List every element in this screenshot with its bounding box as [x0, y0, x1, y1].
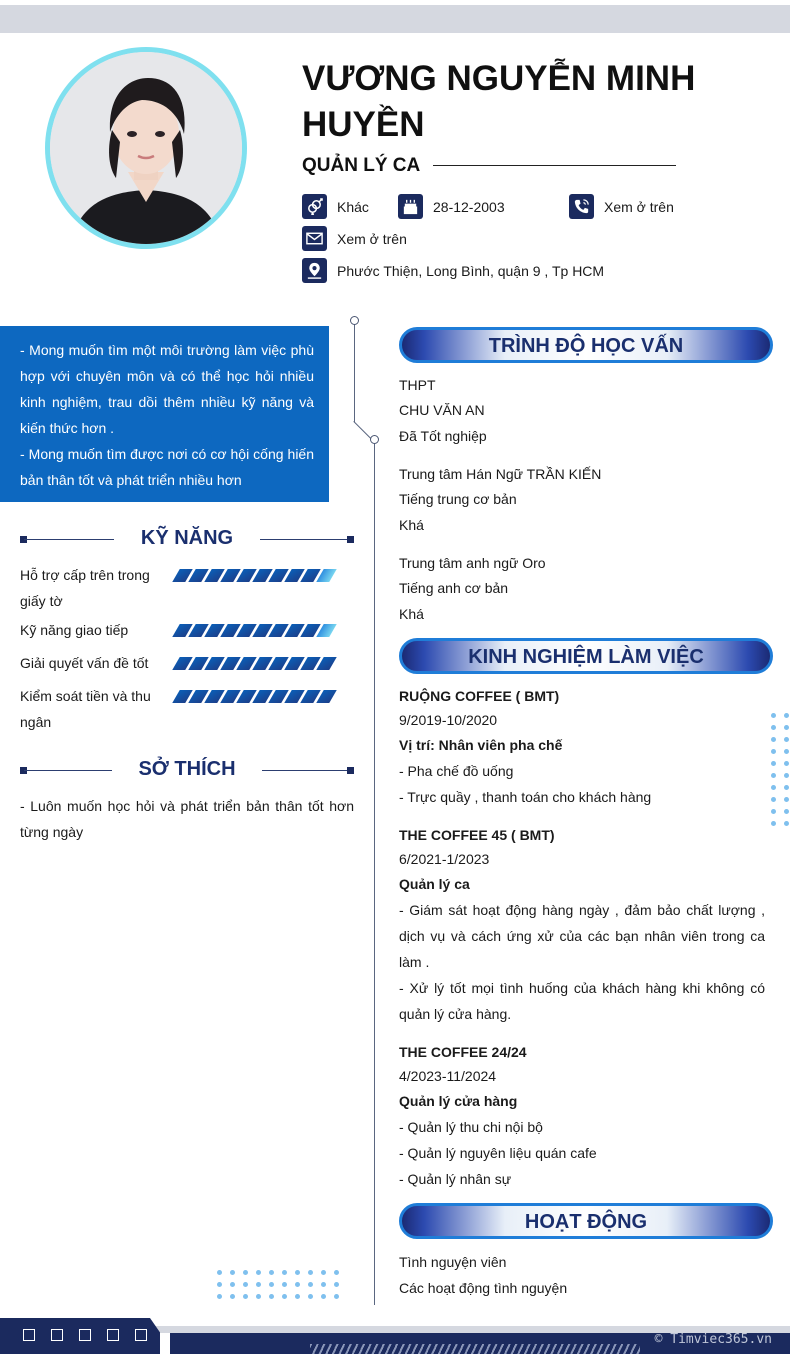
experience-duty: - Giám sát hoạt động hàng ngày , đảm bảo chất lượng , dịch vụ và cách ứng xử của các bạn nhân viên trong ca làm .	[399, 902, 765, 970]
decor-dot	[295, 1270, 300, 1275]
experience-company: THE COFFEE 45 ( BMT)	[399, 827, 555, 843]
experience-position: Vị trí: Nhân viên pha chế	[399, 737, 563, 753]
education-major: Tiếng trung cơ bản	[399, 491, 517, 507]
experience-duty: - Pha chế đồ uống	[399, 763, 514, 779]
timeline-dot	[350, 316, 359, 325]
education-result: Khá	[399, 517, 424, 533]
decor-dot	[230, 1282, 235, 1287]
decor-dot	[256, 1282, 261, 1287]
decor-dot	[295, 1294, 300, 1299]
decor-dot	[256, 1270, 261, 1275]
decor-dot	[784, 809, 789, 814]
phone-value: Xem ở trên	[604, 198, 674, 215]
experience-heading	[399, 638, 773, 674]
hobbies-heading	[20, 756, 354, 786]
activity-item: Các hoạt động tình nguyện	[399, 1280, 568, 1296]
gender-icon	[302, 194, 327, 219]
portrait-image	[50, 52, 242, 244]
activities-heading	[399, 1203, 773, 1239]
decor-dot	[784, 749, 789, 754]
decor-dot	[784, 773, 789, 778]
timeline-line	[354, 324, 355, 422]
decor-dot	[334, 1270, 339, 1275]
experience-period: 9/2019-10/2020	[399, 712, 498, 728]
skill-label: Kiểm soát tiền và thu ngân	[20, 688, 151, 730]
education-school: Trung tâm anh ngữ Oro	[399, 555, 546, 571]
decor-dot	[230, 1294, 235, 1299]
skill-label: Giải quyết vấn đề tốt	[20, 655, 149, 671]
decor-dot	[334, 1294, 339, 1299]
decor-dots	[771, 713, 789, 826]
footer-square-icon	[79, 1329, 91, 1341]
avatar	[45, 47, 247, 249]
skill-rating	[176, 657, 333, 670]
decor-dot	[784, 737, 789, 742]
experience-period: 4/2023-11/2024	[399, 1068, 497, 1084]
decor-dots	[217, 1270, 339, 1299]
experience-duty: - Quản lý thu chi nội bộ	[399, 1119, 543, 1135]
hobbies-title: SỞ THÍCH	[138, 758, 236, 780]
decor-dot	[771, 809, 776, 814]
decor-dot	[334, 1282, 339, 1287]
decor-dot	[243, 1282, 248, 1287]
skill-rating	[176, 690, 333, 703]
top-decor-bar	[0, 5, 790, 33]
location-pin-icon	[302, 258, 327, 283]
gender-info	[302, 194, 369, 219]
objective-line: - Mong muốn tìm được nơi có cơ hội cống hiến bản thân tốt và phát triển nhiều hơn	[20, 446, 314, 488]
education-school: Trung tâm Hán Ngữ TRẦN KIẾN	[399, 466, 602, 482]
decor-dot	[243, 1294, 248, 1299]
decor-dot	[321, 1282, 326, 1287]
experience-duty: - Quản lý nguyên liệu quán cafe	[399, 1145, 597, 1161]
decor-dot	[282, 1282, 287, 1287]
experience-title: KINH NGHIỆM LÀM VIỆC	[468, 646, 704, 668]
footer-brand: © Timviec365.vn	[654, 1332, 772, 1347]
decor-dot	[784, 761, 789, 766]
decor-dot	[282, 1294, 287, 1299]
birthday-info	[398, 194, 505, 219]
decor-dot	[784, 725, 789, 730]
decor-dot	[308, 1294, 313, 1299]
education-result: Đã Tốt nghiệp	[399, 428, 487, 444]
career-objective	[0, 326, 329, 502]
email-value: Xem ở trên	[337, 230, 407, 247]
skill-label: Kỹ năng giao tiếp	[20, 622, 129, 638]
decor-dot	[269, 1270, 274, 1275]
gender-value: Khác	[337, 198, 369, 215]
decor-dot	[321, 1294, 326, 1299]
education-major: Tiếng anh cơ bản	[399, 580, 509, 596]
footer-square-icon	[51, 1329, 63, 1341]
timeline-line	[374, 440, 375, 1305]
decor-dot	[784, 821, 789, 826]
education-major: CHU VĂN AN	[399, 402, 485, 418]
experience-period: 6/2021-1/2023	[399, 851, 490, 867]
footer	[0, 1318, 800, 1354]
skill-label: Hỗ trợ cấp trên trong giấy tờ	[20, 567, 150, 609]
address-info	[302, 258, 604, 283]
decor-dot	[771, 713, 776, 718]
experience-company: THE COFFEE 24/24	[399, 1044, 527, 1060]
objective-line: - Mong muốn tìm một môi trường làm việc phù hợp với chuyên môn và có thể học hỏi nhiều kinh nghiệm, trau dồi thêm nhiều kỹ năng và kiến thức hơn .	[20, 342, 314, 436]
job-title: QUẢN LÝ CA	[302, 155, 421, 176]
phone-icon	[569, 194, 594, 219]
decor-dot	[217, 1270, 222, 1275]
decor-dot	[269, 1282, 274, 1287]
address-value: Phước Thiện, Long Bình, quận 9 , Tp HCM	[337, 262, 605, 279]
footer-square-icon	[135, 1329, 147, 1341]
job-title-divider	[433, 165, 676, 166]
decor-dot	[295, 1282, 300, 1287]
decor-dot	[771, 797, 776, 802]
decor-dot	[282, 1270, 287, 1275]
decor-dot	[771, 761, 776, 766]
decor-dot	[771, 785, 776, 790]
skill-rating	[176, 569, 333, 582]
email-info	[302, 226, 407, 251]
education-heading	[399, 327, 773, 363]
hobbies-text: - Luôn muốn học hỏi và phát triển bản thân tốt hơn từng ngày	[20, 798, 354, 840]
decor-dot	[771, 821, 776, 826]
decor-dot	[784, 797, 789, 802]
decor-dot	[256, 1294, 261, 1299]
footer-square-icon	[107, 1329, 119, 1341]
decor-dot	[308, 1282, 313, 1287]
skills-heading	[20, 525, 354, 555]
envelope-icon	[302, 226, 327, 251]
experience-duty: - Trực quầy , thanh toán cho khách hàng	[399, 789, 652, 805]
decor-dot	[217, 1282, 222, 1287]
decor-dot	[771, 725, 776, 730]
activities-title: HOẠT ĐỘNG	[524, 1211, 648, 1233]
decor-dot	[771, 737, 776, 742]
experience-company: RUỘNG COFFEE ( BMT)	[399, 688, 560, 704]
decor-dot	[308, 1270, 313, 1275]
footer-stripes	[310, 1344, 640, 1354]
phone-info	[569, 194, 674, 219]
footer-square-icon	[23, 1329, 35, 1341]
experience-position: Quản lý ca	[399, 876, 470, 892]
decor-dot	[771, 749, 776, 754]
candidate-name: VƯƠNG NGUYỄN MINH HUYỀN	[302, 59, 696, 144]
education-result: Khá	[399, 606, 424, 622]
decor-dot	[784, 785, 789, 790]
skills-title: KỸ NĂNG	[140, 527, 234, 549]
experience-duty: - Quản lý nhân sự	[399, 1171, 512, 1187]
birthday-value: 28-12-2003	[433, 198, 505, 215]
decor-dot	[321, 1270, 326, 1275]
experience-duty: - Xử lý tốt mọi tình huống của khách hàng khi không có quản lý cửa hàng.	[399, 980, 765, 1022]
decor-dot	[771, 773, 776, 778]
decor-dot	[784, 713, 789, 718]
skill-rating	[176, 624, 333, 637]
decor-dot	[217, 1294, 222, 1299]
activity-item: Tình nguyện viên	[399, 1254, 507, 1270]
decor-dot	[243, 1270, 248, 1275]
decor-dot	[269, 1294, 274, 1299]
education-title: TRÌNH ĐỘ HỌC VẤN	[488, 335, 684, 357]
birthday-cake-icon	[398, 194, 423, 219]
timeline-dot	[370, 435, 379, 444]
experience-position: Quản lý cửa hàng	[399, 1093, 518, 1109]
education-school: THPT	[399, 377, 436, 393]
decor-dot	[230, 1270, 235, 1275]
